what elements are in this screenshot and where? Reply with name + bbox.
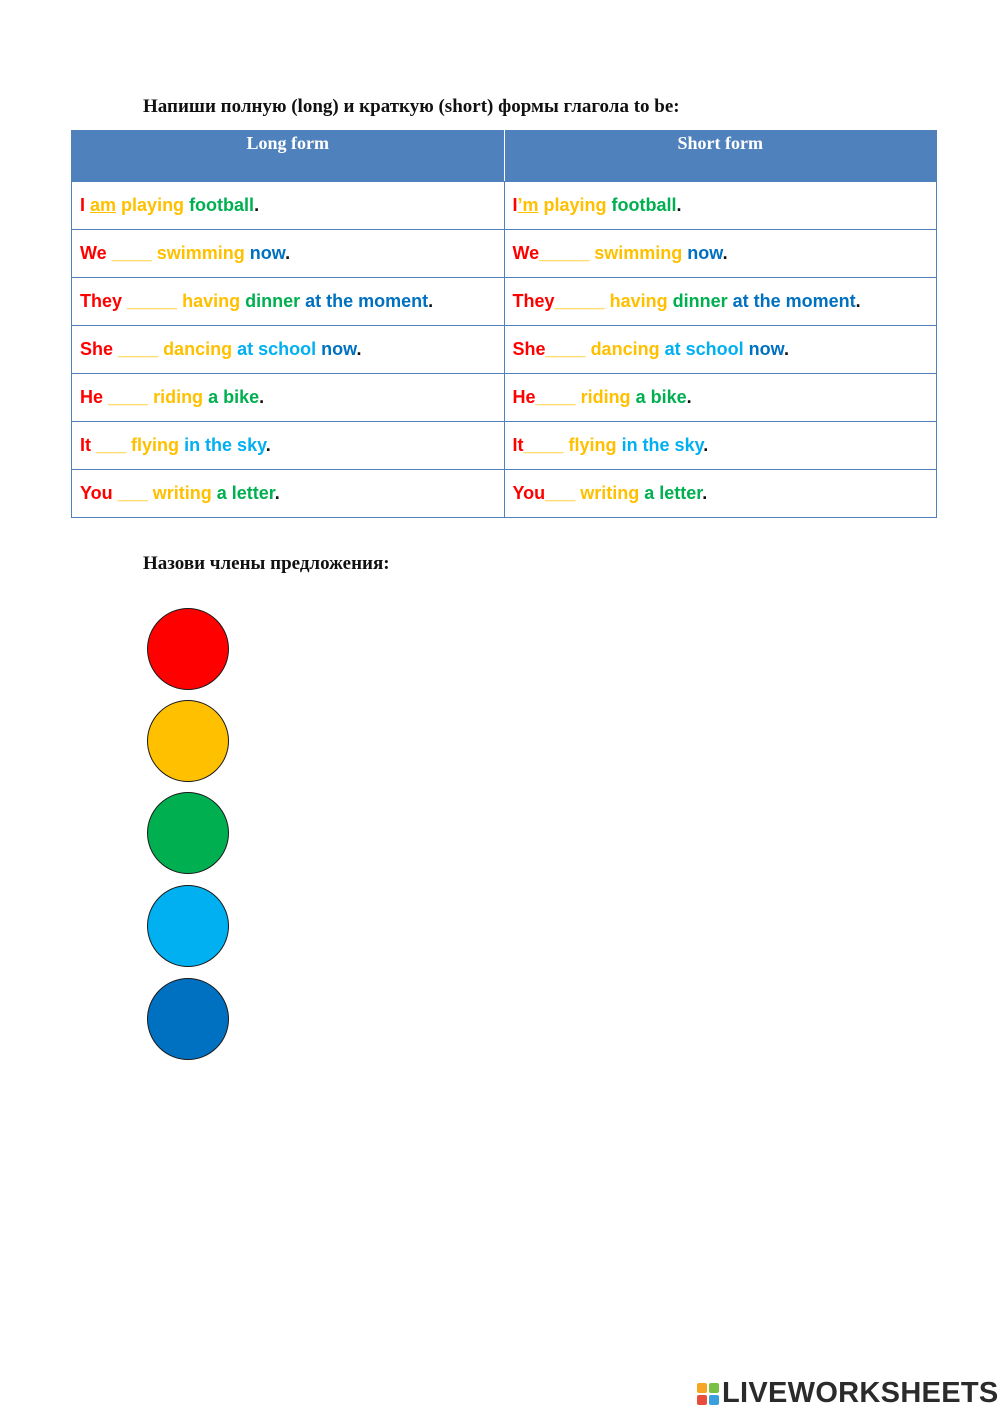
sentence-fragment: . — [703, 435, 709, 455]
long-form-cell — [72, 182, 505, 230]
color-circle — [147, 700, 229, 782]
sentence-fragment: dinner — [245, 291, 301, 311]
sentence-fragment: flying — [131, 435, 180, 455]
sentence-fragment: writing — [580, 483, 640, 503]
sentence-fragment: ___ — [545, 483, 581, 503]
short-form-cell — [504, 326, 937, 374]
long-form-cell — [72, 470, 505, 518]
verb-forms-table — [71, 130, 937, 518]
sentence-fragment: football — [611, 195, 677, 215]
sentence-fragment: It — [80, 435, 91, 455]
sentence-fragment: now — [748, 339, 784, 359]
verb-form-text: am — [90, 195, 117, 215]
sentence-fragment: . — [265, 435, 271, 455]
sentence-fragment: at the moment — [305, 291, 429, 311]
sentence-fragment: at school — [237, 339, 317, 359]
sentence-fragment: . — [356, 339, 362, 359]
color-circle — [147, 885, 229, 967]
sentence-fragment: ___ — [112, 483, 153, 503]
sentence-fragment: They — [512, 291, 555, 311]
long-form-header: Long form — [72, 131, 505, 182]
sentence-fragment: . — [702, 483, 708, 503]
sentence-fragment: now — [249, 243, 286, 263]
sentence-fragment: It — [512, 435, 524, 455]
short-form-cell — [504, 470, 937, 518]
short-form-cell — [504, 374, 937, 422]
sentence-fragment: now — [687, 243, 723, 263]
sentence-fragment: swimming — [594, 243, 683, 263]
sentence-fragment: a letter — [216, 483, 275, 503]
sentence-fragment: . — [783, 339, 789, 359]
short-form-header: Short form — [504, 131, 937, 182]
sentence-fragment: . — [259, 387, 265, 407]
table-row — [72, 278, 937, 326]
short-form-cell — [504, 230, 937, 278]
sentence-fragment: _____ — [554, 291, 610, 311]
sentence-fragment: ____ — [113, 339, 164, 359]
color-circle — [147, 608, 229, 690]
sentence-fragment: flying — [568, 435, 617, 455]
sentence-fragment: riding — [153, 387, 204, 407]
sentence-fragment: ____ — [535, 387, 581, 407]
verb-form-text: ’m — [517, 195, 539, 215]
logo-mark-square — [709, 1383, 719, 1393]
sentence-fragment: a bike — [635, 387, 687, 407]
long-form-cell — [72, 422, 505, 470]
logo-text: LIVEWORKSHEETS — [722, 1377, 999, 1409]
table-row — [72, 470, 937, 518]
table-header-row — [72, 131, 937, 182]
sentence-fragment: You — [512, 483, 546, 503]
table-row — [72, 182, 937, 230]
short-form-cell — [504, 182, 937, 230]
sentence-fragment: . — [428, 291, 434, 311]
sentence-fragment: . — [254, 195, 260, 215]
sentence-fragment: now — [321, 339, 357, 359]
sentence-fragment: at school — [664, 339, 744, 359]
sentence-fragment: We — [80, 243, 107, 263]
sentence-fragment: riding — [580, 387, 631, 407]
long-form-cell — [72, 278, 505, 326]
sentence-fragment: having — [609, 291, 668, 311]
table-row — [72, 374, 937, 422]
sentence-fragment: I — [512, 195, 518, 215]
sentence-fragment: writing — [152, 483, 212, 503]
exercise-1-instruction: Напиши полную (long) и краткую (short) формы глагола to be: — [143, 96, 680, 117]
sentence-fragment: He — [80, 387, 104, 407]
long-form-cell — [72, 374, 505, 422]
sentence-fragment: . — [722, 243, 728, 263]
sentence-fragment: She — [80, 339, 114, 359]
logo-mark-square — [697, 1395, 707, 1405]
sentence-fragment: They — [80, 291, 123, 311]
sentence-fragment: dinner — [672, 291, 728, 311]
logo-mark-square — [709, 1395, 719, 1405]
color-circle — [147, 792, 229, 874]
table-row — [72, 422, 937, 470]
sentence-fragment: . — [285, 243, 291, 263]
sentence-fragment: a letter — [644, 483, 703, 503]
short-form-cell — [504, 278, 937, 326]
sentence-fragment: She — [512, 339, 546, 359]
sentence-fragment: . — [855, 291, 861, 311]
exercise-2-instruction: Назови члены предложения: — [143, 553, 390, 574]
sentence-fragment: You — [80, 483, 113, 503]
sentence-fragment: in the sky — [184, 435, 266, 455]
sentence-fragment: _____ — [122, 291, 183, 311]
sentence-fragment: swimming — [156, 243, 245, 263]
liveworksheets-logo — [697, 1377, 999, 1410]
long-form-cell — [72, 326, 505, 374]
sentence-fragment: at the moment — [732, 291, 856, 311]
sentence-fragment: _____ — [539, 243, 595, 263]
logo-mark-square — [697, 1383, 707, 1393]
sentence-fragment: ____ — [106, 243, 157, 263]
logo-mark-icon — [697, 1383, 719, 1405]
sentence-fragment: I — [80, 195, 86, 215]
long-form-cell — [72, 230, 505, 278]
table-body — [72, 182, 937, 518]
sentence-fragment: ____ — [545, 339, 591, 359]
sentence-fragment: . — [676, 195, 682, 215]
sentence-fragment: ____ — [103, 387, 154, 407]
sentence-fragment: . — [686, 387, 692, 407]
color-circle — [147, 978, 229, 1060]
sentence-fragment: a bike — [208, 387, 260, 407]
sentence-fragment: having — [182, 291, 241, 311]
table-row — [72, 230, 937, 278]
table-row — [72, 326, 937, 374]
sentence-fragment: dancing — [590, 339, 660, 359]
sentence-fragment: . — [274, 483, 280, 503]
sentence-fragment: He — [512, 387, 536, 407]
sentence-fragment: football — [189, 195, 255, 215]
sentence-fragment: playing — [538, 195, 612, 215]
short-form-cell — [504, 422, 937, 470]
sentence-fragment: ____ — [523, 435, 569, 455]
sentence-fragment: dancing — [163, 339, 233, 359]
sentence-fragment: playing — [116, 195, 190, 215]
sentence-fragment: ___ — [91, 435, 132, 455]
sentence-fragment: in the sky — [621, 435, 704, 455]
sentence-fragment: We — [512, 243, 540, 263]
